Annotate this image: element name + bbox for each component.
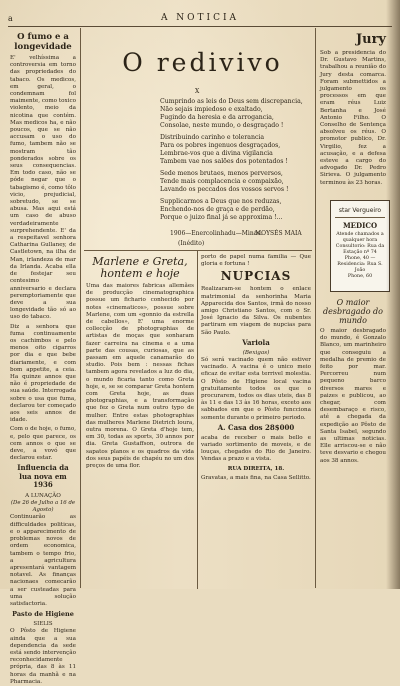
section-rule bbox=[84, 250, 312, 251]
poem-line: Tambem vae nos salões dos potentados ! bbox=[160, 158, 288, 165]
article-heading-desbragado: O maior desbragado do mundo bbox=[323, 298, 383, 325]
article-paragraph: Realizaram-se hontem o enlace matrimonial da senhorinha Maria Apparecida dos Santos, irmã do nosso amigo Christiano Santos, com o Sr. José Ignacio da Silva. Os nubentes partiram em viagem de nupcias para São Paulo. bbox=[201, 286, 311, 336]
article-paragraph: acaba de receber o mais bello e variado sortimento de moveis, e de louças, chegados do Rio de Janeiro. Vendas a prazo e a vista. bbox=[201, 434, 311, 463]
poem-stanza bbox=[160, 198, 310, 222]
poem-line: Para os pobres ingenuos desgraçados, bbox=[160, 142, 281, 149]
ad-top-text: star Vergueiro bbox=[338, 207, 382, 214]
poem-line: Porque o juizo final já se approxima !... bbox=[160, 214, 283, 221]
ad-address: RUA DIREITA, 18. bbox=[227, 465, 285, 472]
masthead bbox=[8, 10, 392, 27]
article-paragraph: Sob a presidencia do Dr. Gustavo Martins, trabalhou a reunião do Jury desta comarca. Foram submettidos a julgamento os processos em que eram réus Luiz Bertanha e José Antonio Filho. O Conselho de Sentença absolveu os réus. O promotor publico, Dr. Virgilio, fez a acusação, e a defesa esteve a cargo do advogado Dr. Pedro Sirieva. O julgamento terminou às 23 horas. bbox=[320, 50, 386, 186]
middle-left-column bbox=[86, 254, 194, 586]
article-heading-nupcias: NUPCIAS bbox=[220, 269, 292, 284]
poem-author: MOYSÉS MAIA bbox=[255, 230, 302, 237]
ad-heading-casa: A. Casa dos 28$000 bbox=[217, 422, 295, 432]
poem-line: Cumprindo as leis do Deus sem discrepancia, bbox=[160, 98, 303, 105]
poem-note: (Inédito) bbox=[178, 240, 205, 247]
article-heading-variola: Variola bbox=[242, 337, 270, 347]
right-column-bottom bbox=[320, 296, 386, 586]
ad-line: Phone, 40 — Residencia: Rua S. João bbox=[337, 256, 383, 273]
poem-stanza bbox=[160, 98, 310, 130]
article-heading-marlene: Marlene e Greta, hontem e hoje bbox=[92, 255, 188, 280]
article-paragraph: Só será vacinado quem não estiver vacinado. A vacina é o unico meio eficaz de evitar esta terrivel molestia. O Pôsto de Higiene local vacina gratuitamente todos os que o procurarem, todos os dias uteis, das 8 às 11 e das 13 às 16 horas, exceto aos sabbados em que o Pôsto funcciona somente durante o primeiro periodo. bbox=[201, 357, 311, 421]
poem-place-date: 1906—Enercolinhadu—Minas. bbox=[170, 230, 263, 237]
article-paragraph: O Pôsto de Higiene ainda que a sua dependencia da sede está sendo intervenção reconhecidamente própria, das 8 às 11 horas da manhã e na Pharmacia. bbox=[10, 628, 76, 685]
article-subheading: A LUNAÇÃO bbox=[25, 492, 61, 499]
ad-line: Phone, 60 bbox=[347, 274, 373, 279]
poem-stanza bbox=[160, 134, 310, 166]
article-paragraph: Diz a senhora que fuma continuamente os cachimbos e pelo menos oito cigarros por dia e que bebe diariamente, e com bom appetite, a ceia. Ha quinze annos que não é propriedade de sua saúde. Interrogada sobre o usa que fuma, declarou ter começado aos seis annos de idade. bbox=[10, 323, 76, 424]
right-column-top bbox=[320, 30, 386, 220]
article-paragraph: Continuarão as difficuldades politicas, e o apparecimento de problemas novos de ordem economica, tambem o tempo frio, a agricultura apresentará vantagem notavel. As finanças nacionaes comecarão a ser custeadas para uma solução satisfactoria. bbox=[10, 514, 76, 607]
article-subheading: (Bexigas) bbox=[242, 349, 270, 356]
poem-line: Sede menos brutaes, menos perversos, bbox=[160, 170, 283, 177]
article-heading-moon: Influencia da lua nova em 1936 bbox=[17, 463, 69, 490]
ad-label: MEDICO bbox=[342, 221, 378, 230]
column-divider-middle bbox=[197, 250, 198, 589]
ad-line: Consultorio: Rua da Estação nº 74 bbox=[335, 244, 385, 255]
poem-line: Lembrae-vos que a divina vigilancia bbox=[160, 150, 273, 157]
article-paragraph: porto de papel numa familia — Que gloria e fortuna ! bbox=[201, 254, 311, 268]
poem-line: Consolae, neste mundo, o desgraçado ! bbox=[160, 122, 284, 129]
poem-mark: X bbox=[195, 88, 200, 95]
doctor-ad bbox=[330, 200, 390, 292]
newspaper-title: A NOTICIA bbox=[160, 13, 240, 23]
article-paragraph: E' velhíssima a controversia em torno das propriedades do tabaco. Os medicos, em geral, o condemnam fol maimente, como toxico violento, meio da nicotina que contém. Mas medicos ha, e não poucos, que se não accusam o uso do fumo, tambem não se mostram tão ponderados sobre os seus consequencias. Em todo caso, não se póde negar que o tabagismo é, como tôlo vicio, prejudicial, sobretudo, se se abusa. Mas aqui está um caso de abuso verdadeiramente surprehendente. E' da a respeitavel senhora Catharina Gullaney, de Castletown, na ilha de Man, irlandeza de mar da Irlanda. Acaba ella de festejar seu centesimo anniversario e declara peremptoriamente que deve a sua longevidade tão só ao uso do tabaco. bbox=[10, 55, 76, 321]
poem-line: Supplicarmos a Deus que nos reduzas, bbox=[160, 198, 282, 205]
article-paragraph: Uma das maiores fabricas allemães de producção cinematographica possue um fichario conhecido por notes «cinematicos», possue sobre Marlene, com um «gonnio da estrella de cabellos», E' uma enorme collecção de photographias de artistas de moças que sonharam fazer carreira na cinema e a uma parte das cousas, curiosas, que as passam em aquele canamarão do studio. Pois bem : nessas fichas tambem agora revelados a luz do dia, o mundo ficaria tanto como Greta hoje, e, se se comparar Greta hontem com Greta hoje, as duas photographias, e a transformação que fez o Greta num outro typo de mulher. Entre estas photographias das mulheres Marlene Dietrich loura, outra morena. O Greta d'hoje tem, em 30, todas as sports, 30 annos por dia. Greta Gustaffson, outrora de sapatos planos e os quadros da vida dos seus papéis de chapéu no um dos preços de uma flor. bbox=[86, 283, 194, 470]
article-heading-jury: Jury bbox=[355, 32, 386, 47]
column-divider-right bbox=[315, 28, 316, 588]
poem-line: Lavando os peccados dos vossos servos ! bbox=[160, 186, 289, 193]
article-paragraph: Com o de hoje, o fumo, e, pelo que parece, os cem annos o que se deve, a vovó que declarou estar. bbox=[10, 426, 76, 462]
article-paragraph: Gravatas, a mais fina, na Casa Sellitto. bbox=[201, 474, 311, 481]
poem-line: Tende mais complacencia e compaixão, bbox=[160, 178, 284, 185]
poem-line: Distribuindo carinho e tolerancia bbox=[160, 134, 265, 141]
page-mark: a bbox=[8, 13, 16, 23]
ad-details bbox=[331, 230, 389, 282]
poem-line: Não sejais impiedoso e exaltado, bbox=[160, 106, 263, 113]
article-heading-smoking: O fumo e a longevidade bbox=[14, 32, 72, 52]
poem-body bbox=[160, 98, 310, 226]
poem-title: O redivivo bbox=[122, 48, 283, 77]
poem-stanza bbox=[160, 170, 310, 194]
poem-line: Enchendo-nos de graça e de perdão, bbox=[160, 206, 275, 213]
page-shadow bbox=[386, 0, 400, 589]
column-divider-left bbox=[80, 28, 81, 588]
middle-right-column bbox=[201, 254, 311, 586]
article-paragraph: O maior desbragado do mundo, é Gonzalo Blanco, um marinheiro que conseguiu a medalha de premio de feito por mar. Percorreu num pequeno barco diversos mares e paizes e publicou, ao chegar, com desembaraço e risco, até a chegada da expedição ao Pôsto de Santa Isabel, segundo as ultimas noticias. Elle arriscou-se e não teve desvario e chegou aos 38 annos. bbox=[320, 328, 386, 464]
article-subheading: SIELIS bbox=[33, 621, 53, 628]
left-column bbox=[10, 30, 76, 685]
article-dates: (De 26 de Julho a 16 de Agosto) bbox=[10, 500, 76, 514]
ad-line: Atende chamados a qualquer hora bbox=[336, 232, 384, 243]
ad-rule bbox=[335, 217, 385, 218]
poem-line: Fugindo da heresia e da arrogancia, bbox=[160, 114, 274, 121]
article-heading-hygiene: Pasto de Higiene bbox=[12, 610, 74, 619]
